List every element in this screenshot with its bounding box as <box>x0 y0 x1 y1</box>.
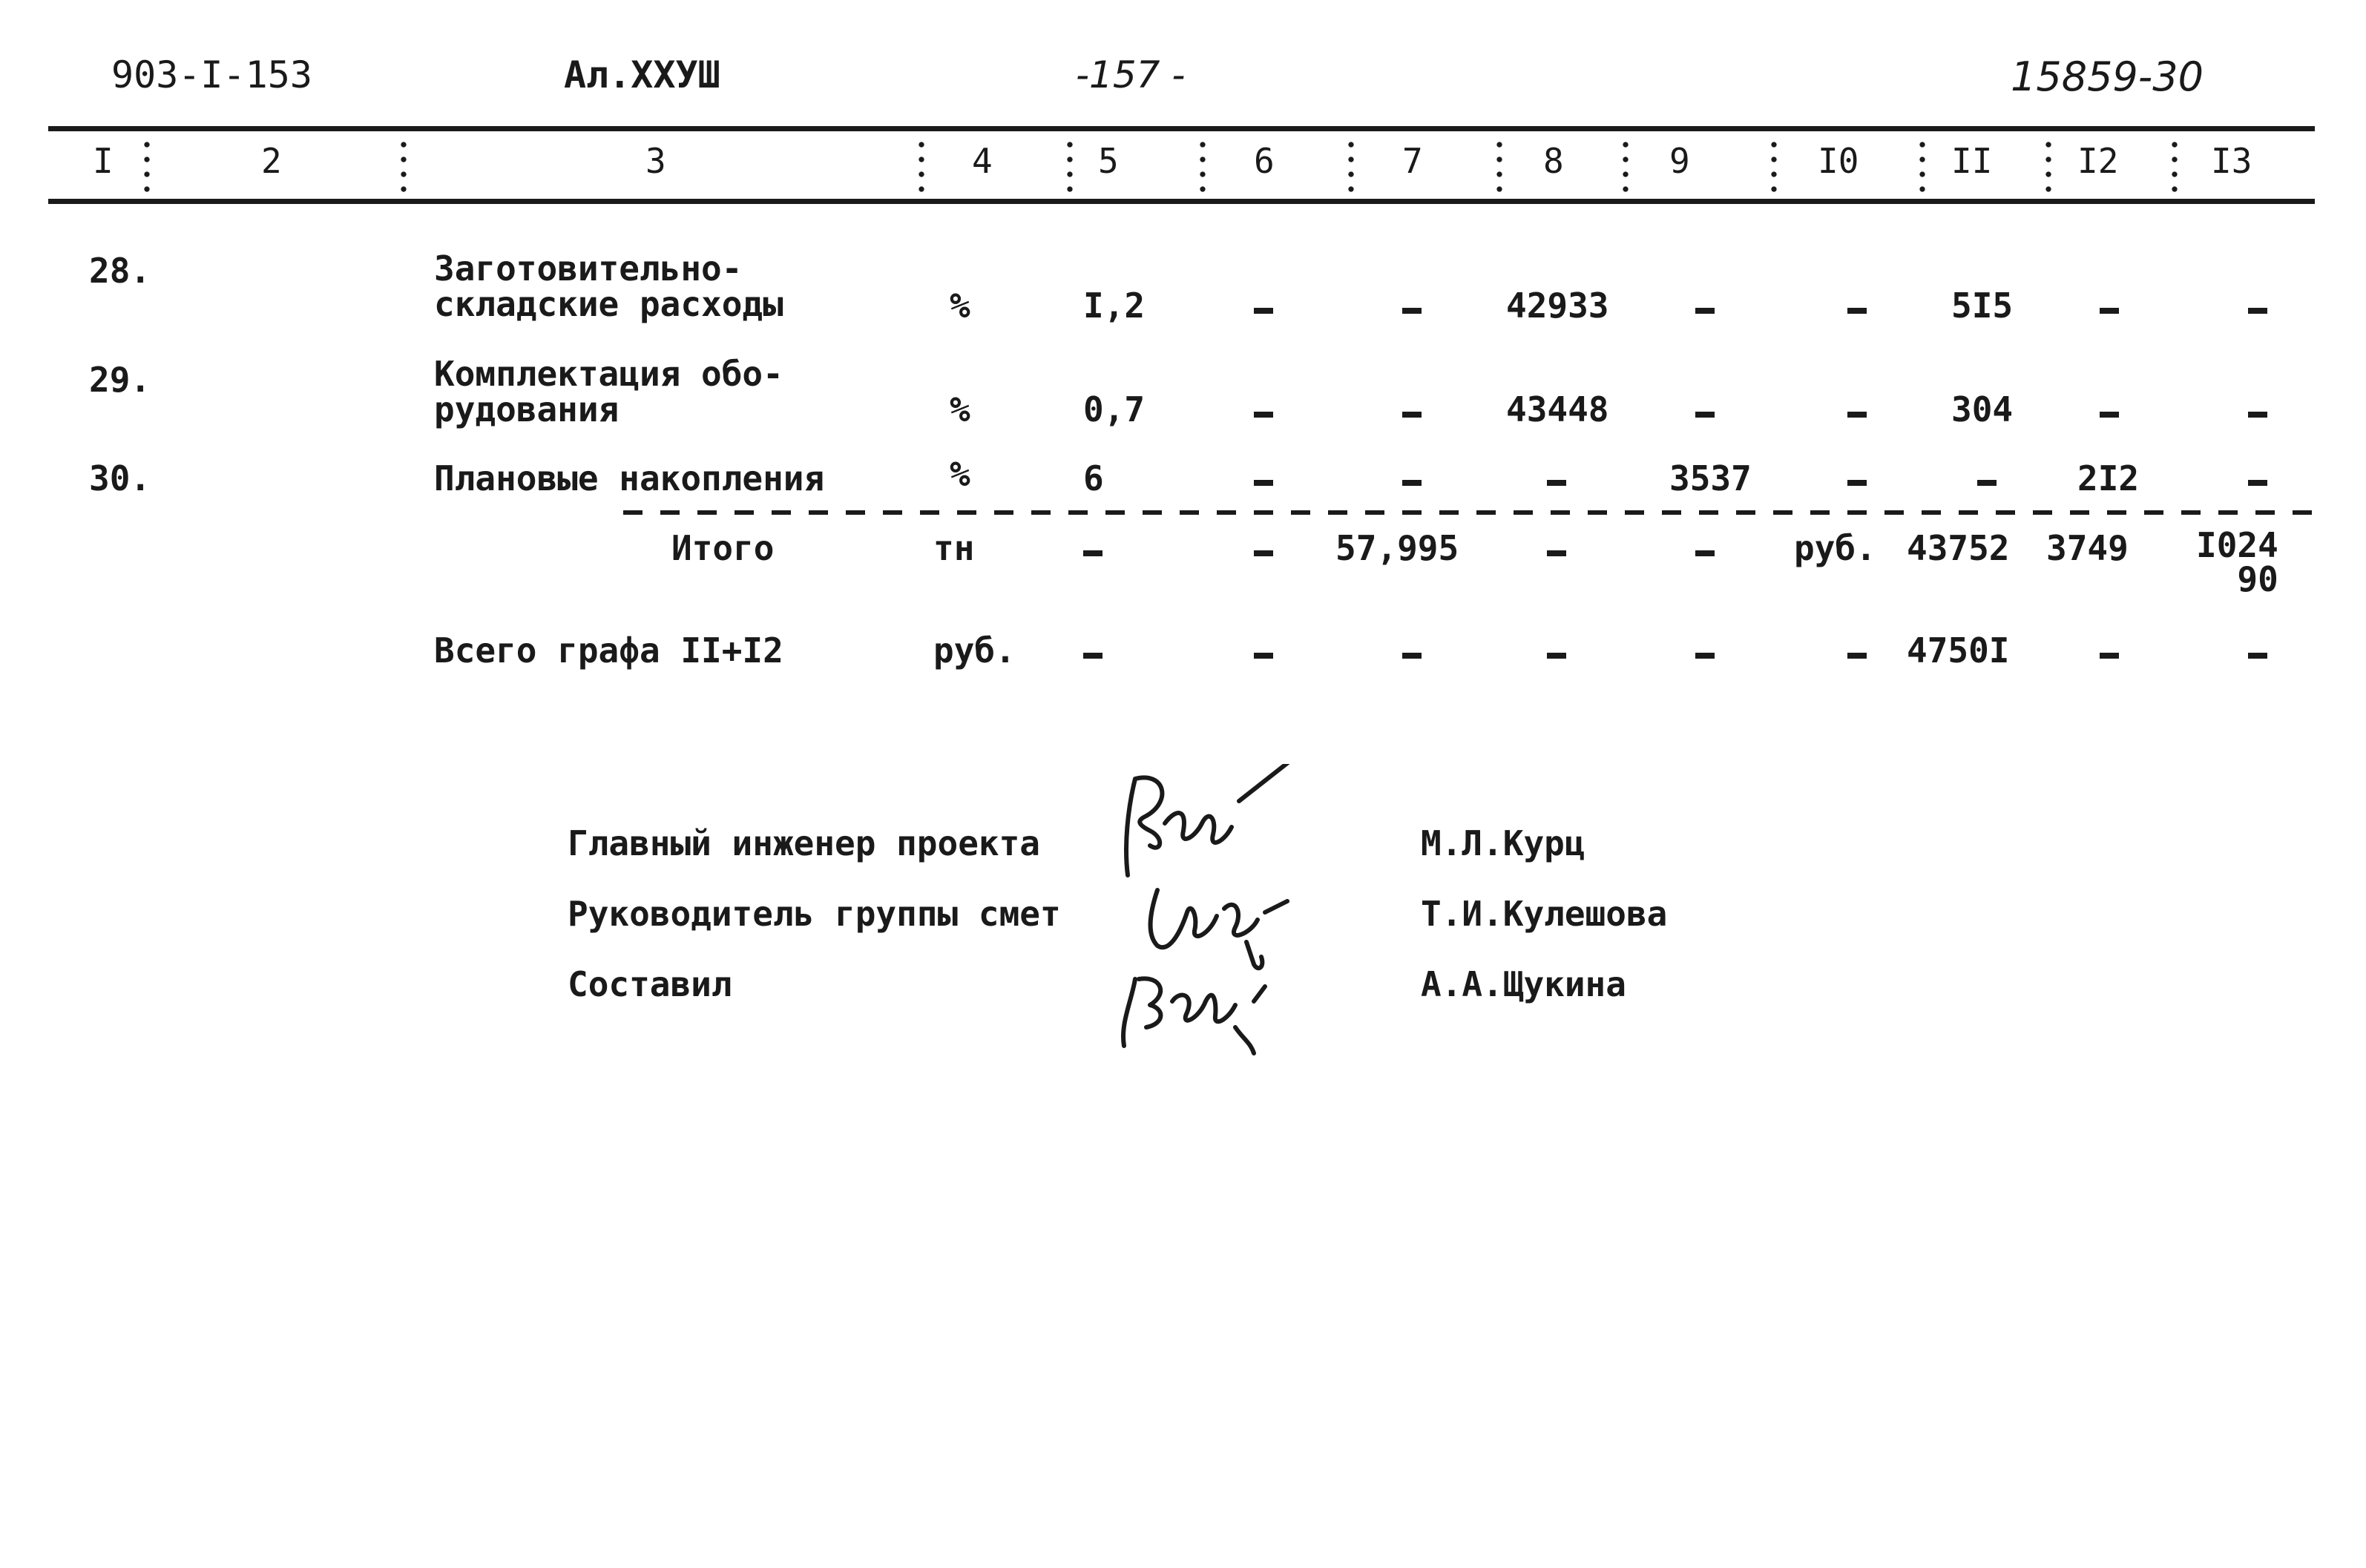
column-header-13: I3 <box>2211 141 2252 181</box>
row-29-col8: 43448 <box>1506 389 1609 429</box>
document-code: 903-I-153 <box>111 53 312 96</box>
row-29-col10-dash <box>1847 406 1867 421</box>
total-col13 <box>2196 525 2278 599</box>
column-header-6: 6 <box>1254 141 1275 181</box>
column-separator <box>2045 137 2051 197</box>
column-separator <box>1496 137 1502 197</box>
row-28-col12-dash <box>2100 303 2119 317</box>
column-separator <box>1200 137 1206 197</box>
total-col5-dash <box>1083 545 1103 559</box>
handwritten-signatures <box>1105 764 1335 1061</box>
total-label: Итого <box>671 528 775 568</box>
row-29-col5: 0,7 <box>1083 389 1146 429</box>
page-number: -157 - <box>1076 53 1186 96</box>
album-number: Ал.XXУШ <box>564 53 720 96</box>
column-header-8: 8 <box>1543 141 1564 181</box>
row-30-col13-dash <box>2248 475 2267 489</box>
total-col12: 3749 <box>2046 528 2129 568</box>
row-28-name-line1: Заготовительно- <box>434 248 743 289</box>
total-separator-line <box>623 510 2315 515</box>
total-col6-dash <box>1254 545 1273 559</box>
column-separator <box>1771 137 1777 197</box>
signature-name-chief-engineer: М.Л.Курц <box>1421 823 1585 863</box>
column-separator <box>1067 137 1073 197</box>
row-30-number: 30. <box>89 458 151 498</box>
grand-total-col10-dash <box>1847 648 1867 662</box>
row-28-col7-dash <box>1402 303 1422 317</box>
row-29-col13-dash <box>2248 406 2267 421</box>
row-30-col10-dash <box>1847 475 1867 489</box>
signature-name-compiler: А.А.Щукина <box>1421 964 1626 1004</box>
grand-total-col13-dash <box>2248 648 2267 662</box>
row-29-col11: 304 <box>1951 389 2014 429</box>
row-28-col13-dash <box>2248 303 2267 317</box>
row-30-col7-dash <box>1402 475 1422 489</box>
row-29-number: 29. <box>89 360 151 400</box>
column-header-12: I2 <box>2077 141 2119 181</box>
row-28-col5: I,2 <box>1083 286 1146 326</box>
column-separator <box>1623 137 1629 197</box>
grand-total-col11: 4750I <box>1907 630 2010 671</box>
row-28-unit: % <box>950 286 970 326</box>
grand-total-col12-dash <box>2100 648 2119 662</box>
grand-total-col9-dash <box>1695 648 1715 662</box>
column-separator <box>2172 137 2178 197</box>
column-separator <box>919 137 924 197</box>
row-28-name <box>434 248 783 324</box>
signature-role-chief-engineer: Главный инженер проекта <box>568 823 1040 863</box>
row-30-col12: 2I2 <box>2077 458 2140 498</box>
signature-name-estimate-group-head: Т.И.Кулешова <box>1421 894 1668 934</box>
row-30-unit: % <box>950 454 970 494</box>
row-29-name-line1: Комплектация обо- <box>434 354 783 394</box>
signature-role-estimate-group-head: Руководитель группы смет <box>568 894 1061 934</box>
total-col8-dash <box>1547 545 1566 559</box>
row-30-col6-dash <box>1254 475 1273 489</box>
row-29-col7-dash <box>1402 406 1422 421</box>
total-col13-line2: 90 <box>2237 559 2278 599</box>
table-header-bottom-rule <box>48 199 2315 204</box>
column-header-5: 5 <box>1098 141 1119 181</box>
column-header-7: 7 <box>1402 141 1423 181</box>
row-29-name <box>434 356 783 427</box>
column-header-11: II <box>1951 141 1993 181</box>
row-30-col9: 3537 <box>1669 458 1752 498</box>
row-28-col8: 42933 <box>1506 286 1609 326</box>
total-col13-line1: I024 <box>2196 525 2278 565</box>
column-separator <box>144 137 150 197</box>
column-separator <box>401 137 407 197</box>
row-29-name-line2: рудования <box>434 389 620 429</box>
row-30-name: Плановые накопления <box>434 458 825 498</box>
total-col7: 57,995 <box>1335 528 1459 568</box>
total-unit: тн <box>933 528 975 568</box>
table-top-rule <box>48 126 2315 131</box>
row-30-col11-dash <box>1977 475 1997 489</box>
column-header-9: 9 <box>1669 141 1690 181</box>
row-29-col9-dash <box>1695 406 1715 421</box>
row-28-col6-dash <box>1254 303 1273 317</box>
column-separator <box>1348 137 1354 197</box>
column-header-2: 2 <box>261 141 282 181</box>
column-separator <box>1919 137 1925 197</box>
row-28-col9-dash <box>1695 303 1715 317</box>
row-28-name-line2: складские расходы <box>434 284 783 324</box>
column-header-4: 4 <box>972 141 993 181</box>
column-header-1: I <box>93 141 114 181</box>
grand-total-col6-dash <box>1254 648 1273 662</box>
grand-total-col7-dash <box>1402 648 1422 662</box>
row-28-col11: 5I5 <box>1951 286 2014 326</box>
total-col10: руб. <box>1794 528 1876 568</box>
row-30-col8-dash <box>1547 475 1566 489</box>
archive-number: 15859-30 <box>2011 53 2204 100</box>
row-29-unit: % <box>950 389 970 429</box>
row-29-col6-dash <box>1254 406 1273 421</box>
grand-total-col5-dash <box>1083 648 1103 662</box>
grand-total-unit: руб. <box>933 630 1016 671</box>
grand-total-label: Всего графа II+I2 <box>434 630 783 671</box>
grand-total-col8-dash <box>1547 648 1566 662</box>
total-col9-dash <box>1695 545 1715 559</box>
column-header-10: I0 <box>1818 141 1859 181</box>
row-28-col10-dash <box>1847 303 1867 317</box>
row-29-col12-dash <box>2100 406 2119 421</box>
row-28-number: 28. <box>89 251 151 291</box>
row-30-col5: 6 <box>1083 458 1104 498</box>
total-col11: 43752 <box>1907 528 2010 568</box>
signature-role-compiler: Составил <box>568 964 732 1004</box>
column-header-3: 3 <box>645 141 666 181</box>
